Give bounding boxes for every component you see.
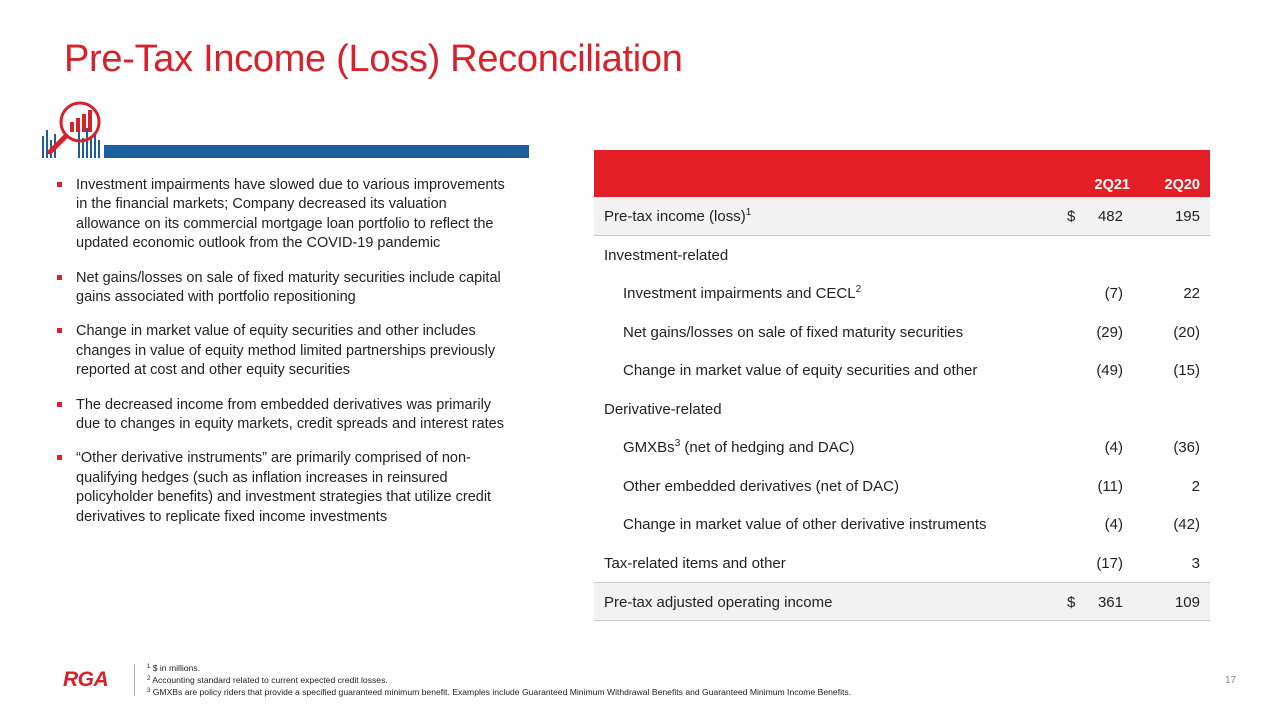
bullet-list (56, 176, 506, 542)
page-title: Pre-Tax Income (Loss) Reconciliation (64, 38, 683, 80)
table-row-total (594, 582, 1210, 621)
value-2q20: 22 (1183, 285, 1200, 302)
table-row (594, 390, 1210, 429)
chart-magnifier-icon (40, 100, 106, 160)
value-2q21: 482 (1097, 208, 1123, 225)
row-label: Investment-related (604, 246, 729, 264)
row-label: Net gains/losses on sale of fixed maturity securities (623, 323, 964, 341)
bullet-item: Change in market value of equity securities and other includes changes in value of equity method limited partnerships previously reported at cost and other equity securities (56, 322, 506, 380)
footnote: $^3$ GMXBs are policy riders that provide a specified guaranteed minimum benefit. Examples include Guaranteed Minimum Withdrawal Benefits and Guaranteed Minimum Income Benefits. (147, 687, 852, 698)
bullet-marker (57, 455, 62, 460)
bullet-marker (57, 328, 62, 333)
row-label: Pre-tax adjusted operating income (604, 594, 833, 611)
value-2q21: (11) (1097, 477, 1123, 495)
table-row (594, 428, 1210, 467)
bullet-item: The decreased income from embedded derivatives was primarily due to changes in equity markets, credit spreads and interest rates (56, 396, 506, 435)
value-2q21: (17) (1096, 554, 1123, 572)
table-row (594, 236, 1210, 275)
table-row (594, 274, 1210, 313)
value-2q20: 195 (1174, 208, 1200, 225)
footnote-ref: 2 (855, 284, 862, 295)
value-2q20: (36) (1173, 439, 1200, 456)
table-row (594, 313, 1210, 352)
footer-divider (134, 664, 135, 696)
footnote: $^1$ $ in millions. (147, 663, 201, 673)
bullet-marker (57, 182, 62, 187)
column-header-2q21: 2Q21 (1094, 177, 1130, 193)
row-label: Investment impairments and CECL (623, 285, 856, 302)
row-label: Change in market value of other derivative instruments (623, 516, 987, 533)
dollar-sign: $ (1067, 208, 1076, 225)
value-2q20: (42) (1173, 516, 1200, 533)
value-2q20: 3 (1191, 554, 1200, 572)
table-row (594, 351, 1210, 390)
value-2q20: 2 (1191, 477, 1200, 495)
footnote: $^2$ Accounting standard related to current expected credit losses. (147, 675, 388, 686)
value-2q21: (29) (1096, 323, 1123, 341)
bullet-marker (57, 402, 62, 407)
footnote-ref: 1 (745, 207, 752, 218)
column-header-2q20: 2Q20 (1164, 177, 1200, 193)
bullet-item: Investment impairments have slowed due to various improvements in the financial markets; Company decreased its valuation allowance on its commercial mortgage loan portfolio to reflect the updated economic outlook from the COVID-19 pandemic (56, 176, 506, 254)
table-row (594, 544, 1210, 583)
row-label: Pre-tax income (loss) (604, 208, 746, 225)
row-label: Tax-related items and other (604, 554, 786, 572)
table-row (594, 467, 1210, 506)
value-2q21: (49) (1096, 362, 1123, 379)
section-divider-bar (104, 145, 529, 158)
row-label: Other embedded derivatives (net of DAC) (623, 477, 899, 495)
footnote-ref: 3 (674, 438, 681, 449)
page-number: 17 (1225, 675, 1237, 686)
reconciliation-table (594, 150, 1210, 621)
bullet-item: “Other derivative instruments” are primarily comprised of non-qualifying hedges (such as inflation increases in reinsured policyholder benefits) and investment strategies that utilize credit derivatives to replicate fixed income investments (56, 449, 506, 527)
value-2q21: (7) (1104, 285, 1123, 302)
bullet-marker (57, 275, 62, 280)
table-header (594, 150, 1210, 197)
rga-logo: RGA (63, 668, 109, 691)
value-2q21: (4) (1104, 439, 1123, 456)
value-2q21: (4) (1104, 516, 1123, 533)
bullet-item: Net gains/losses on sale of fixed maturity securities include capital gains associated with portfolio repositioning (56, 269, 506, 308)
row-label-suffix: (net of hedging and DAC) (680, 439, 855, 456)
row-label: Derivative-related (604, 400, 722, 418)
value-2q20: 109 (1174, 594, 1200, 611)
value-2q20: (20) (1173, 323, 1200, 341)
row-label: GMXBs (623, 439, 675, 456)
dollar-sign: $ (1067, 594, 1076, 611)
table-row (594, 197, 1210, 236)
value-2q20: (15) (1173, 362, 1200, 379)
row-label: Change in market value of equity securities and other (623, 362, 978, 379)
value-2q21: 361 (1097, 594, 1123, 611)
table-row (594, 505, 1210, 544)
footnotes (147, 662, 851, 699)
